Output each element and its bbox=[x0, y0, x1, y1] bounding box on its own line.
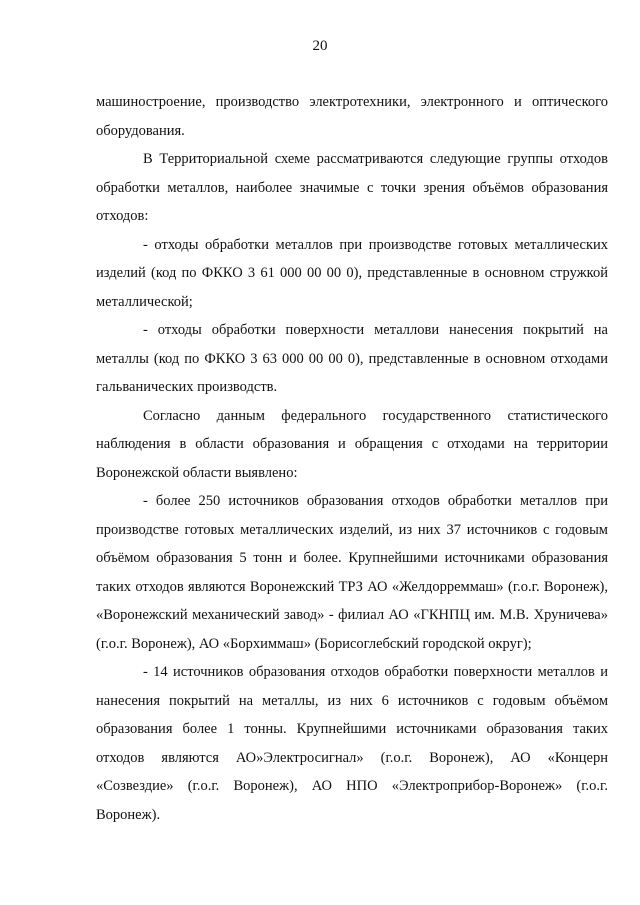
paragraph-continuation: машиностроение, производство электротехники, электронного и оптического оборудования. bbox=[96, 94, 608, 139]
paragraph-statistical-observation: Согласно данным федерального государственного статистического наблюдения в области образования и обращения с отходами на территории Воронежской области выявлено: bbox=[96, 407, 608, 481]
list-item-surface-treatment-sources: - 14 источников образования отходов обработки поверхности металлов и нанесения покрытий на металлы, из них 6 источников с годовым объёмом образования более 1 тонны. Крупнейшими источниками образования таких отходов являются АО»Электросигнал» (г.о.г. Воронеж), АО «Концерн «Созвездие» (г.о.г. Воронеж), АО НПО «Электроприбор-Воронеж» (г.о.г. Воронеж). bbox=[96, 664, 608, 823]
page-number: 20 bbox=[312, 38, 328, 54]
list-item-metal-processing-sources: - более 250 источников образования отходов обработки металлов при производстве готовых металлических изделий, из них 37 источников с годовым объёмом образования 5 тонн и более. Крупнейшими источниками образования таких отходов являются Воронежский ТРЗ АО «Желдорреммаш» (г.о.г. Воронеж), «Воронежский механический завод» - филиал АО «ГКНПЦ им. М.В. Хруничева» (г.о.г. Воронеж), АО «Борхиммаш» (Борисоглебский городской округ); bbox=[96, 493, 608, 652]
paragraph-waste-groups-intro: В Территориальной схеме рассматриваются следующие группы отходов обработки металлов, наиболее значимые с точки зрения объёмов образования отходов: bbox=[96, 151, 608, 224]
list-item-surface-treatment-waste: - отходы обработки поверхности металлови нанесения покрытий на металлы (код по ФККО 3 63 000 00 00 0), представленные в основном отходами гальванических производств. bbox=[96, 322, 608, 395]
body-text bbox=[96, 88, 608, 829]
list-item-metal-processing-waste: - отходы обработки металлов при производстве готовых металлических изделий (код по ФККО 3 61 000 00 00 0), представленные в основном стружкой металлической; bbox=[96, 236, 608, 310]
